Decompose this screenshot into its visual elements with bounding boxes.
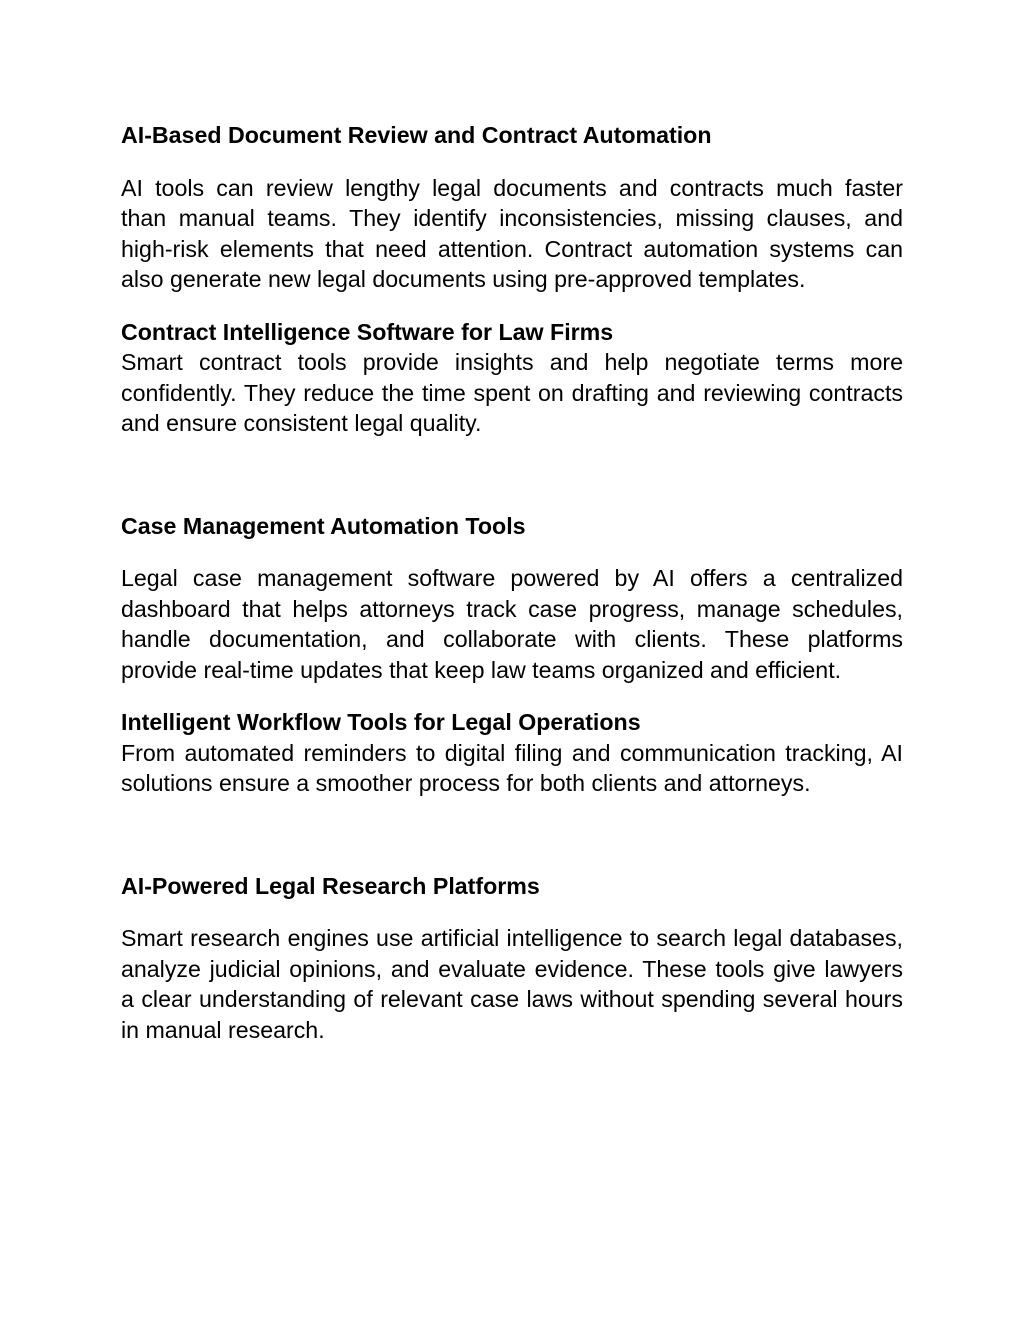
- document-content: [121, 120, 903, 1045]
- paragraph-line: Smart contract tools provide insights and help negotiate terms more: [121, 349, 903, 375]
- paragraph: [121, 173, 903, 295]
- paragraph: [121, 347, 903, 439]
- paragraph-line: a clear understanding of relevant case laws without spending several hours: [121, 986, 903, 1012]
- paragraph: [121, 923, 903, 1045]
- section-break: [121, 439, 903, 511]
- section-heading: Case Management Automation Tools: [121, 512, 526, 539]
- paragraph-line: dashboard that helps attorneys track case progress, manage schedules,: [121, 595, 903, 622]
- paragraph: [121, 738, 903, 799]
- paragraph-line: From automated reminders to digital filing and communication tracking, AI: [121, 739, 903, 766]
- paragraph-line: provide real-time updates that keep law teams organized and efficient.: [121, 656, 842, 683]
- paragraph-line: in manual research.: [121, 1016, 325, 1043]
- paragraph-line: and ensure consistent legal quality.: [121, 410, 482, 436]
- section-break: [121, 799, 903, 871]
- section-heading: AI-Based Document Review and Contract Automation: [121, 122, 712, 148]
- paragraph-line: analyze judicial opinions, and evaluate evidence. These tools give lawyers: [121, 955, 903, 982]
- paragraph-line: Legal case management software powered by AI offers a centralized: [121, 565, 903, 591]
- section-heading: AI-Powered Legal Research Platforms: [121, 872, 540, 899]
- paragraph-line: also generate new legal documents using pre-approved templates.: [121, 266, 806, 292]
- paragraph-line: Smart research engines use artificial intelligence to search legal databases,: [121, 925, 903, 951]
- paragraph-line: high-risk elements that need attention. Contract automation systems can: [121, 235, 903, 262]
- paragraph-line: confidently. They reduce the time spent on drafting and reviewing contracts: [121, 379, 903, 406]
- paragraph-line: solutions ensure a smoother process for both clients and attorneys.: [121, 770, 811, 796]
- paragraph-line: than manual teams. They identify inconsistencies, missing clauses, and: [121, 205, 903, 231]
- sub-heading: Contract Intelligence Software for Law Firms: [121, 318, 614, 345]
- sub-heading: Intelligent Workflow Tools for Legal Operations: [121, 709, 641, 735]
- paragraph-line: AI tools can review lengthy legal documents and contracts much faster: [121, 174, 903, 201]
- paragraph-line: handle documentation, and collaborate with clients. These platforms: [121, 626, 903, 652]
- paragraph: [121, 563, 903, 685]
